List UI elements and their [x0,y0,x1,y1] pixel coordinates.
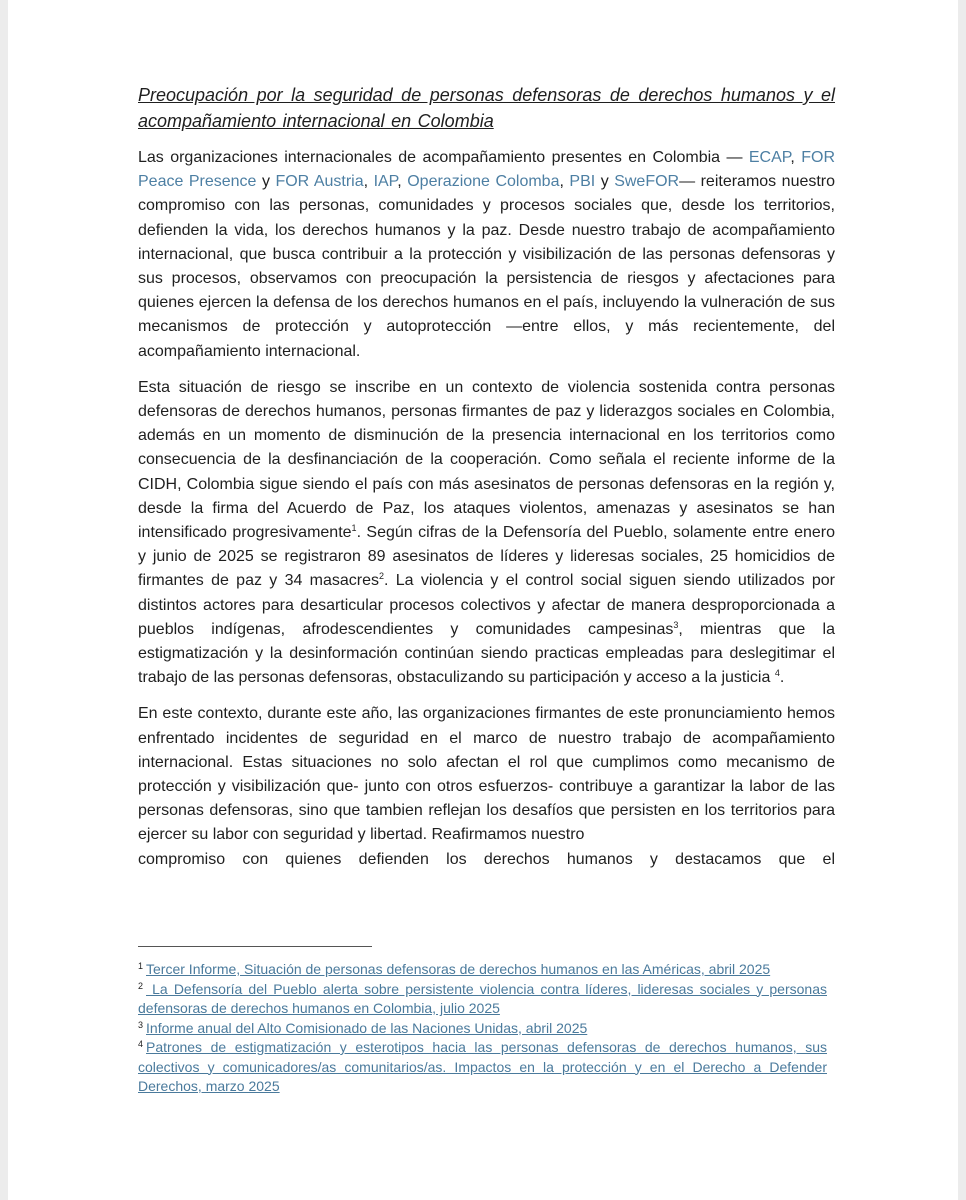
separator: , [790,149,802,166]
footnote-link-4[interactable]: Patrones de estigmatización y esterotipos hacia las personas defensoras de derechos humanos, sus colectivos y comunicadores/as comunitarios/as. Impactos en la protección y en el Derecho a Defender Derechos, marzo 2025 [138,1039,827,1094]
p3-text: En este contexto, durante este año, las organizaciones firmantes de este pronunciamiento hemos enfrentado incidentes de seguridad en el marco de nuestro trabajo de acompañamiento internacional. Estas situaciones no solo afectan el rol que cumplimos como mecanismo de protección y visibilización que- junto con otros esfuerzos- contribuye a garantizar la labor de las personas defensoras, sino que tambien reflejan los desafíos que persisten en los territorios para ejercer su labor con seguridad y libertad. Reafirmamos nuestro [138,705,835,844]
paragraph-2 [138,376,835,691]
document-title: Preocupación por la seguridad de personas defensoras de derechos humanos y el acompañamiento internacional en Colombia [138,85,835,131]
footnote-link-2[interactable]: La Defensoría del Pueblo alerta sobre persistente violencia contra líderes, lideresas sociales y personas defensoras de derechos humanos en Colombia, julio 2025 [138,980,827,1016]
p2-text-e: . [779,669,785,687]
document-body [138,82,835,884]
separator: y [256,173,276,191]
link-pbi[interactable]: PBI [569,173,596,191]
separator: y [595,173,615,191]
p2-text-d: , mientras que la estigmatización y la desinformación continúan siendo practicas empleadas para deslegitimar el trabajo de las personas defensoras, obstaculizando su participación y acceso a la justicia [138,620,835,687]
separator: , [559,173,570,191]
link-ecap[interactable]: ECAP [748,149,791,166]
footnote-number: 3 [138,1019,144,1030]
footnote-divider [138,946,372,947]
footnote-2 [138,980,827,1019]
p1-intro: Las organizaciones internacionales de acompañamiento presentes en Colombia — [138,149,749,166]
link-for-austria[interactable]: FOR Austria [275,173,364,191]
footnote-ref-3[interactable]: 3 [673,619,679,630]
link-for-peace-presence[interactable]: FOR Peace Presence [138,149,836,191]
document-page [8,0,958,1200]
link-swefor[interactable]: SweFOR [614,173,680,191]
p2-text-c: . La violencia y el control social siguen siendo utilizados por distintos actores para desarticular procesos colectivos y afectar de manera desproporcionada a pueblos indígenas, afrodescendientes y comunidades campesinas [138,572,835,638]
paragraph-1 [138,146,835,364]
link-operazione-colomba[interactable]: Operazione Colomba [407,173,560,191]
footnote-1 [138,960,827,980]
footnote-link-3[interactable]: Informe anual del Alto Comisionado de las Naciones Unidas, abril 2025 [146,1019,588,1036]
paragraph-3 [138,702,835,871]
separator: , [397,173,408,191]
link-iap[interactable]: IAP [373,173,398,191]
p1-rest: — reiteramos nuestro compromiso con las personas, comunidades y procesos sociales que, desde los territorios, defienden la vida, los derechos humanos y la paz. Desde nuestro trabajo de acompañamiento internacional, que busca contribuir a la protección y visibilización de las personas defensoras y sus procesos, observamos con preocupación la persistencia de riesgos y afectaciones para quienes ejercen la defensa de los derechos humanos en el país, incluyendo la vulneración de sus mecanismos de protección y autoprotección —entre ellos, y más recientemente, del acompañamiento internacional. [138,173,836,360]
footnote-number: 2 [138,980,144,991]
separator: , [363,173,374,191]
footnote-4 [138,1038,827,1097]
footnote-ref-4[interactable]: 4 [774,668,780,679]
footnote-ref-1[interactable]: 1 [351,523,357,534]
footnote-number: 1 [138,961,144,971]
p3-last-line: compromiso con quienes defienden los derechos humanos y destacamos que el [138,850,835,868]
footnote-link-1[interactable]: Tercer Informe, Situación de personas defensoras de derechos humanos en las Américas, abril 2025 [146,961,771,977]
footnote-ref-2[interactable]: 2 [379,571,385,582]
footnote-3 [138,1019,827,1039]
footnote-number: 4 [138,1039,144,1049]
p2-text-a: Esta situación de riesgo se inscribe en un contexto de violencia sostenida contra personas defensoras de derechos humanos, personas firmantes de paz y liderazgos sociales en Colombia, además en un momento de disminución de la presencia internacional en los territorios como consecuencia de la desfinanciación de la cooperación. Como señala el reciente informe de la CIDH, Colombia sigue siendo el país con más asesinatos de personas defensoras en la región y, desde la firma del Acuerdo de Paz, los ataques violentos, amenazas y asesinatos se han intensificado progresivamente [138,378,835,542]
footnotes [138,960,827,1097]
p2-text-b: . Según cifras de la Defensoría del Pueblo, solamente entre enero y junio de 2025 se registraron 89 asesinatos de líderes y lideresas sociales, 25 homicidios de firmantes de paz y 34 masacres [138,524,836,590]
